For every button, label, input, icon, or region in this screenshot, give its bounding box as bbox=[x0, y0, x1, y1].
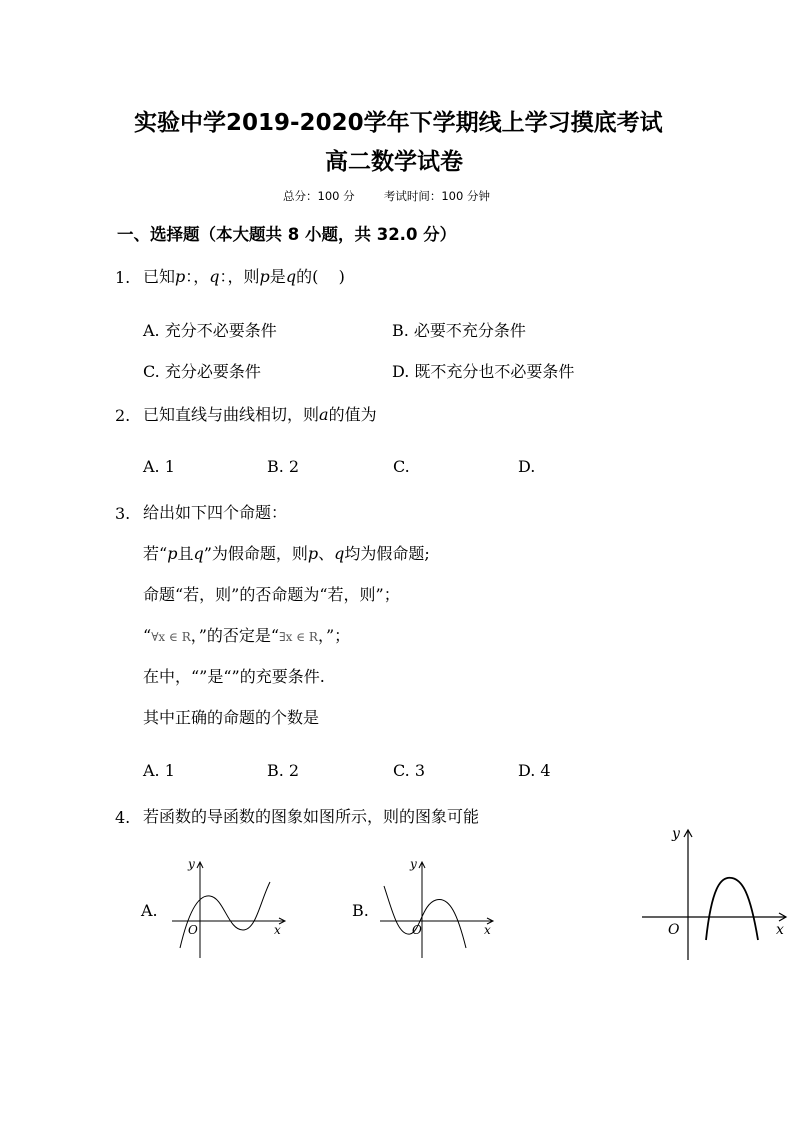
q2-var-a: a bbox=[319, 405, 329, 424]
question-number: 3. bbox=[115, 504, 131, 523]
question-2-text bbox=[143, 402, 377, 425]
x-label: x bbox=[776, 922, 784, 938]
q3-prompt: 其中正确的命题的个数是 bbox=[143, 708, 320, 727]
x-label: x bbox=[484, 923, 491, 937]
q1-part: 已知 bbox=[143, 267, 176, 286]
exam-subtitle: 高二数学试卷 bbox=[325, 149, 463, 175]
origin-label: O bbox=[412, 923, 422, 937]
q1-option-c[interactable]: C. 充分必要条件 bbox=[143, 362, 261, 381]
origin-label: O bbox=[668, 922, 680, 938]
q3-option-c[interactable]: C. 3 bbox=[393, 761, 426, 780]
q2-option-a[interactable]: A. 1 bbox=[143, 457, 175, 476]
q4-option-b-label[interactable]: B. bbox=[352, 901, 369, 920]
q3-var-q: q bbox=[193, 544, 204, 563]
q3-var-p: p bbox=[167, 544, 178, 563]
q3-l1: 若“ bbox=[143, 544, 168, 563]
q1-option-d[interactable]: D. 既不充分也不必要条件 bbox=[392, 362, 575, 381]
q3-proposition-1 bbox=[143, 541, 430, 564]
q3-proposition-3 bbox=[143, 623, 350, 646]
y-label: y bbox=[188, 857, 195, 871]
question-3-text: 给出如下四个命题： bbox=[143, 503, 288, 522]
q3-l3: “ bbox=[143, 626, 152, 645]
q1-part: ：， bbox=[185, 267, 210, 286]
q4-derivative-graph bbox=[640, 822, 790, 964]
q4-graph-a[interactable] bbox=[168, 852, 290, 960]
derivative-curve bbox=[706, 878, 758, 940]
q1-part: 的( ) bbox=[296, 267, 345, 286]
question-4-text: 若函数的导函数的图象如图所示，则的图象可能 bbox=[143, 807, 480, 826]
origin-label: O bbox=[188, 923, 198, 937]
q3-proposition-2: 命题“若，则”的否命题为“若，则”； bbox=[143, 585, 400, 604]
q2-option-c[interactable]: C. bbox=[393, 457, 410, 476]
q1-option-b[interactable]: B. 必要不充分条件 bbox=[392, 321, 526, 340]
y-label: y bbox=[672, 826, 680, 842]
q2-part: 的值为 bbox=[328, 405, 377, 424]
q3-option-d[interactable]: D. 4 bbox=[518, 761, 551, 780]
q3-l3: ，”的否定是“ bbox=[190, 626, 280, 645]
q3-l1: 且 bbox=[177, 544, 194, 563]
q1-part: 是 bbox=[269, 267, 286, 286]
q2-option-b[interactable]: B. 2 bbox=[267, 457, 300, 476]
q3-var-q: q bbox=[334, 544, 345, 563]
q3-forall: ∀x ∈ R bbox=[151, 630, 191, 644]
question-number: 4. bbox=[115, 808, 131, 827]
section-heading: 一、选择题（本大题共 8 小题，共 32.0 分） bbox=[117, 225, 457, 244]
q3-l1: 均为假命题; bbox=[344, 544, 430, 563]
q1-var-q: q bbox=[285, 267, 297, 286]
q1-var-q: q bbox=[209, 267, 220, 286]
exam-info: 总分：100 分 考试时间：100 分钟 bbox=[283, 189, 490, 203]
q1-var-p: p bbox=[175, 267, 186, 286]
q3-l3: ，”； bbox=[317, 626, 351, 645]
q3-option-a[interactable]: A. 1 bbox=[143, 761, 175, 780]
q3-var-p: p bbox=[307, 544, 319, 563]
q3-proposition-4: 在中，“”是“”的充要条件. bbox=[143, 667, 325, 686]
x-label: x bbox=[274, 923, 281, 937]
q4-graph-b[interactable] bbox=[376, 852, 498, 960]
y-label: y bbox=[410, 857, 417, 871]
q1-var-p: p bbox=[259, 267, 270, 286]
q2-part: 已知直线与曲线相切，则 bbox=[143, 405, 320, 424]
question-number: 2. bbox=[115, 406, 131, 425]
graph-a-curve bbox=[180, 882, 270, 948]
question-number: 1. bbox=[115, 268, 131, 287]
q2-option-d[interactable]: D. bbox=[518, 457, 536, 476]
q3-l1: 、 bbox=[318, 544, 335, 563]
q4-option-a-label[interactable]: A. bbox=[141, 901, 158, 920]
q1-option-a[interactable]: A. 充分不必要条件 bbox=[143, 321, 277, 340]
q3-option-b[interactable]: B. 2 bbox=[267, 761, 300, 780]
q1-part: ：，则 bbox=[219, 267, 260, 286]
q3-exists: ∃x ∈ R bbox=[279, 630, 318, 644]
question-1-text bbox=[143, 264, 345, 287]
q3-l1: ”为假命题，则 bbox=[203, 544, 308, 563]
exam-title: 实验中学2019-2020学年下学期线上学习摸底考试 bbox=[134, 110, 663, 136]
graph-b-curve bbox=[384, 886, 466, 948]
